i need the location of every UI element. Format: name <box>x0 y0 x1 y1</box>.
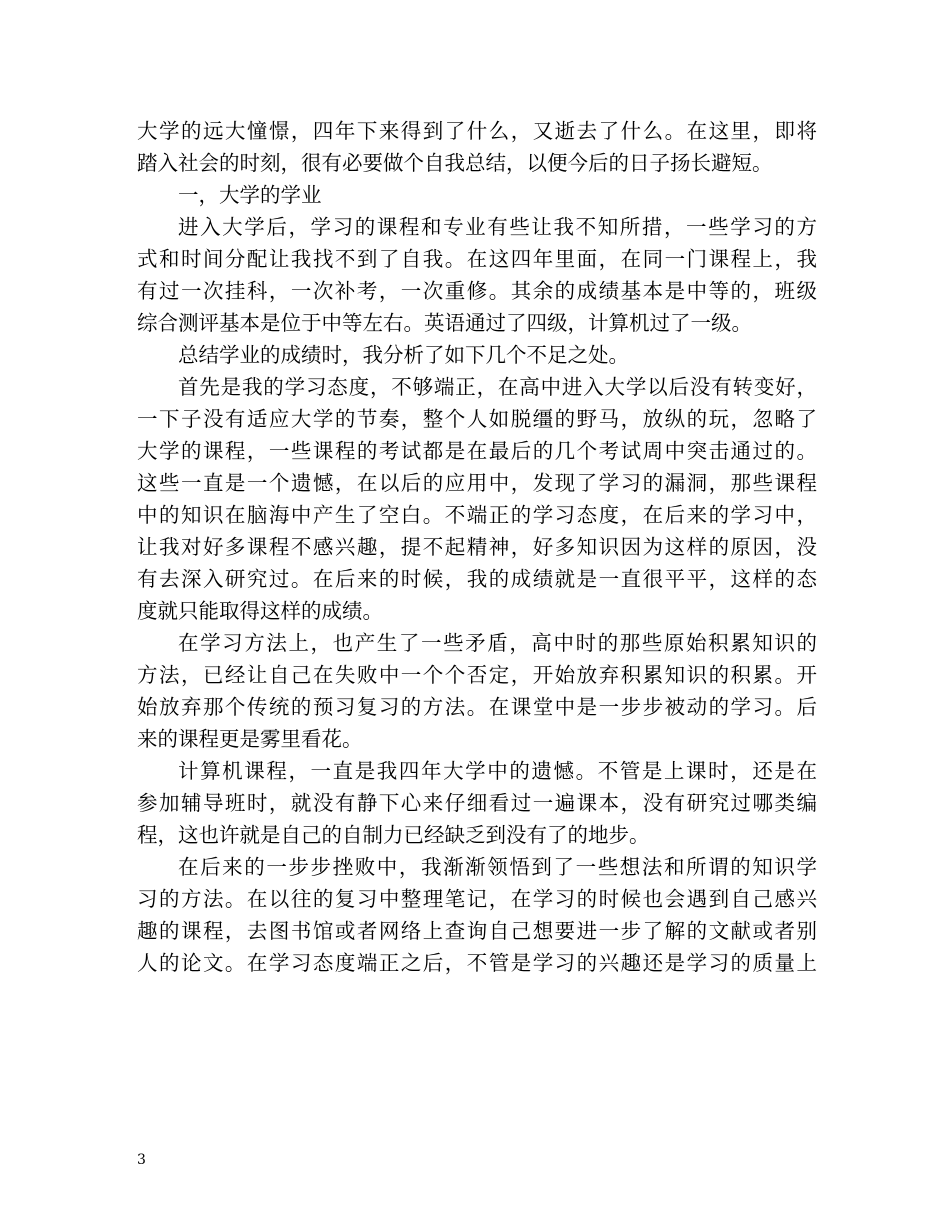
text-line: 首先是我的学习态度，不够端正，在高中进入大学以后没有转变好， <box>178 375 817 399</box>
text-line: 综合测评基本是位于中等左右。英语通过了四级，计算机过了一级。 <box>137 311 752 335</box>
text-line: 大学的课程，一些课程的考试都是在最后的几个考试周中突击通过的。 <box>137 439 817 463</box>
text-line: 中的知识在脑海中产生了空白。不端正的学习态度，在后来的学习中， <box>137 503 817 527</box>
text-line: 度就只能取得这样的成绩。 <box>137 599 383 623</box>
text-line: 人的论文。在学习态度端正之后，不管是学习的兴趣还是学习的质量上 <box>137 951 817 975</box>
text-line: 有去深入研究过。在后来的时候，我的成绩就是一直很平平，这样的态 <box>137 567 817 591</box>
text-line: 来的课程更是雾里看花。 <box>137 727 363 751</box>
text-line: 让我对好多课程不感兴趣，提不起精神，好多知识因为这样的原因，没 <box>137 535 817 559</box>
text-line: 踏入社会的时刻，很有必要做个自我总结，以便今后的日子扬长避短。 <box>137 151 773 175</box>
text-line: 总结学业的成绩时，我分析了如下几个不足之处。 <box>178 343 629 367</box>
text-line: 大学的远大憧憬，四年下来得到了什么，又逝去了什么。在这里，即将 <box>137 119 817 143</box>
text-line: 方法，已经让自己在失败中一个个否定，开始放弃积累知识的积累。开 <box>137 663 817 687</box>
text-line: 式和时间分配让我找不到了自我。在这四年里面，在同一门课程上，我 <box>137 247 817 271</box>
page-number: 3 <box>137 1152 146 1168</box>
text-line: 计算机课程，一直是我四年大学中的遗憾。不管是上课时，还是在 <box>178 759 817 783</box>
text-line: 在学习方法上，也产生了一些矛盾，高中时的那些原始积累知识的 <box>178 631 817 655</box>
text-line: 在后来的一步步挫败中，我渐渐领悟到了一些想法和所谓的知识学 <box>178 855 817 879</box>
text-line: 进入大学后，学习的课程和专业有些让我不知所措，一些学习的方 <box>178 215 817 239</box>
text-line: 这些一直是一个遗憾，在以后的应用中，发现了学习的漏洞，那些课程 <box>137 471 817 495</box>
text-line: 参加辅导班时，就没有静下心来仔细看过一遍课本，没有研究过哪类编 <box>137 791 817 815</box>
text-line: 趣的课程，去图书馆或者网络上查询自己想要进一步了解的文献或者别 <box>137 919 817 943</box>
text-line: 程，这也许就是自己的自制力已经缺乏到没有了的地步。 <box>137 823 650 847</box>
text-line: 一，大学的学业 <box>178 183 322 207</box>
text-line: 一下子没有适应大学的节奏，整个人如脱缰的野马，放纵的玩，忽略了 <box>137 407 817 431</box>
text-line: 习的方法。在以往的复习中整理笔记，在学习的时候也会遇到自己感兴 <box>137 887 817 911</box>
text-line: 始放弃那个传统的预习复习的方法。在课堂中是一步步被动的学习。后 <box>137 695 817 719</box>
document-body <box>137 115 817 979</box>
text-line: 有过一次挂科，一次补考，一次重修。其余的成绩基本是中等的，班级 <box>137 279 817 303</box>
